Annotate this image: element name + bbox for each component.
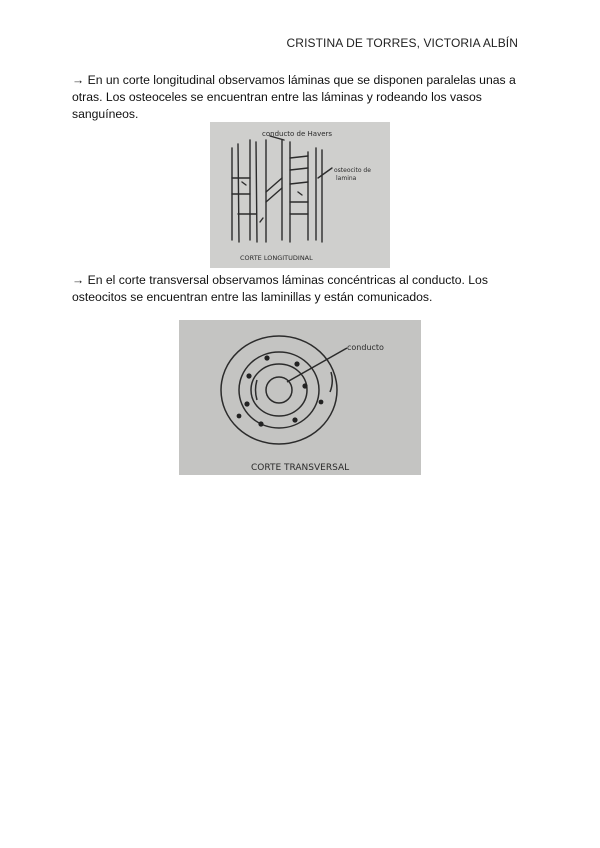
document-header-authors: CRISTINA DE TORRES, VICTORIA ALBÍN: [286, 36, 518, 50]
label-lamina-osteocyte: osteocito de lamina: [334, 167, 371, 182]
label-havers-canal: conducto de Havers: [262, 130, 333, 138]
longitudinal-caption: CORTE LONGITUDINAL: [240, 254, 313, 262]
label-canal: conducto: [347, 343, 384, 352]
paragraph-transversal: → En el corte transversal observamos láminas concéntricas al conducto. Los osteocitos se encuentran entre las laminillas y están comunicados.: [72, 273, 488, 304]
transverse-caption: CORTE TRANSVERSAL: [251, 463, 350, 473]
transverse-section-sketch: [179, 320, 421, 475]
paragraph-longitudinal: → En un corte longitudinal observamos láminas que se disponen paralelas unas a otras. Los osteoceles se encuentran entre las láminas y rodeando los vasos sanguíneos.: [72, 73, 516, 121]
longitudinal-section-sketch: [210, 122, 390, 268]
